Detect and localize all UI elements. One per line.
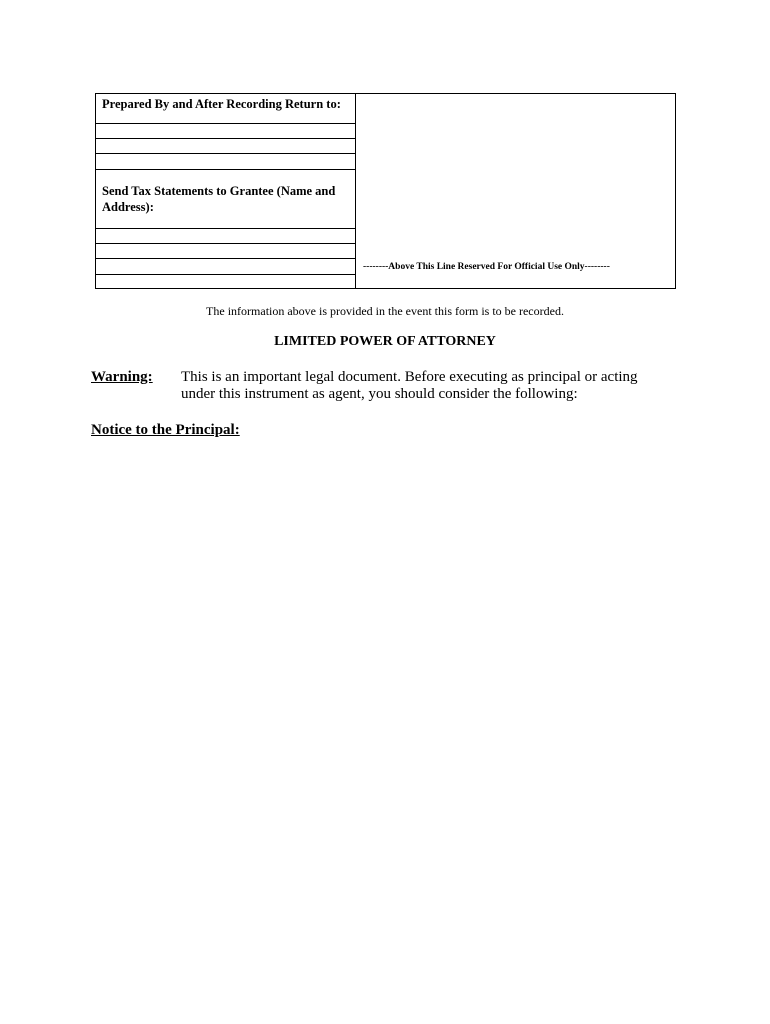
tax-statements-label: Send Tax Statements to Grantee (Name and Address):	[102, 184, 336, 214]
warning-text: This is an important legal document. Before executing as principal or acting under this instrument as agent, you should consider the following:	[181, 369, 638, 402]
notice-to-principal-heading: Notice to the Principal:	[91, 422, 240, 438]
grantee-line-3[interactable]	[96, 259, 355, 275]
tax-statements-cell	[96, 170, 355, 229]
official-use-area	[356, 94, 675, 288]
recording-left-column	[96, 94, 356, 288]
prepared-by-line-2[interactable]	[96, 139, 355, 154]
grantee-line-4[interactable]	[96, 275, 355, 288]
grantee-line-2[interactable]	[96, 244, 355, 259]
reserved-notice: --------Above This Line Reserved For Official Use Only--------	[363, 262, 610, 272]
document-title: LIMITED POWER OF ATTORNEY	[274, 334, 496, 349]
prepared-by-line-1[interactable]	[96, 124, 355, 139]
prepared-by-line-3[interactable]	[96, 154, 355, 170]
prepared-by-label: Prepared By and After Recording Return to:	[102, 97, 341, 111]
grantee-line-1[interactable]	[96, 229, 355, 244]
recording-info-box	[95, 93, 676, 289]
recording-info-note: The information above is provided in the event this form is to be recorded.	[206, 304, 564, 318]
warning-label: Warning:	[91, 369, 153, 385]
prepared-by-cell	[96, 94, 355, 124]
